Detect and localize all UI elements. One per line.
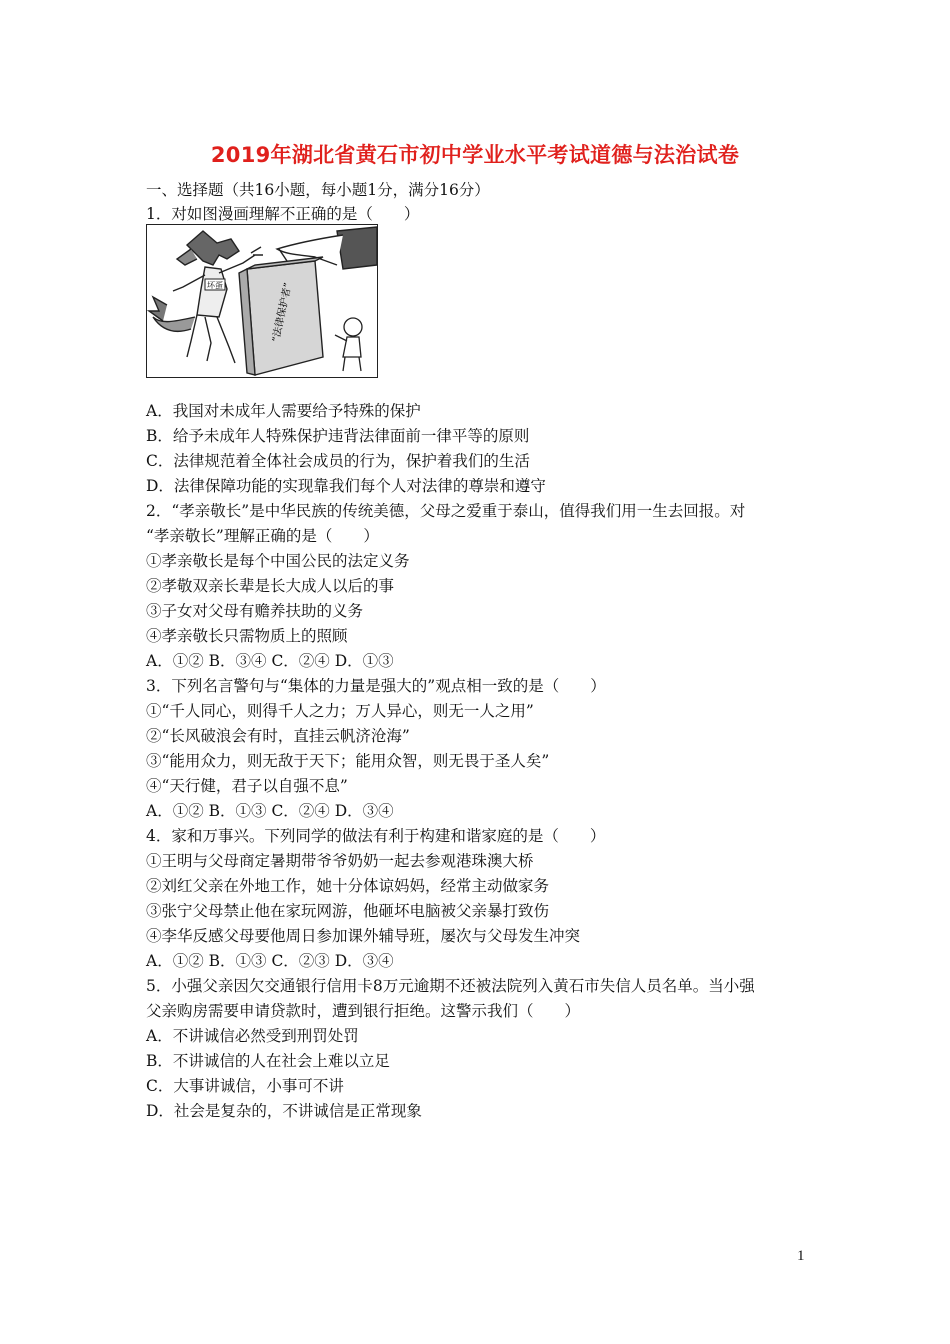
- cartoon-drawing: [147, 225, 377, 377]
- question-5-stem-cont: 父亲购房需要申请贷款时，遭到银行拒绝。这警示我们（ ）: [146, 1002, 581, 1020]
- question-1-stem: 1．对如图漫画理解不正确的是（ ）: [146, 205, 420, 223]
- q4-statement-1: ①王明与父母商定暑期带爷爷奶奶一起去参观港珠澳大桥: [146, 852, 534, 870]
- q5-option-b: B．不讲诚信的人在社会上难以立足: [146, 1052, 390, 1070]
- page-number: 1: [797, 1248, 805, 1264]
- badge-label: 坏蛋: [207, 281, 223, 290]
- q2-statement-3: ③子女对父母有赡养扶助的义务: [146, 602, 364, 620]
- q4-statement-2: ②刘红父亲在外地工作，她十分体谅妈妈，经常主动做家务: [146, 877, 550, 895]
- cartoon-image: [146, 224, 378, 378]
- question-4-stem: 4．家和万事兴。下列同学的做法有利于构建和谐家庭的是（ ）: [146, 827, 606, 845]
- question-2-stem-cont: “孝亲敬长”理解正确的是（ ）: [146, 527, 379, 545]
- q1-option-b: B．给予未成年人特殊保护违背法律面前一律平等的原则: [146, 427, 530, 445]
- q3-options: A．①② B．①③ C．②④ D．③④: [146, 802, 394, 820]
- q5-option-d: D．社会是复杂的，不讲诚信是正常现象: [146, 1102, 422, 1120]
- q4-options: A．①② B．①③ C．②③ D．③④: [146, 952, 394, 970]
- question-5-stem: 5．小强父亲因欠交通银行信用卡8万元逾期不还被法院列入黄石市失信人员名单。当小强: [146, 977, 755, 995]
- child-figure: [335, 318, 362, 371]
- q2-statement-1: ①孝亲敬长是每个中国公民的法定义务: [146, 552, 410, 570]
- q3-statement-1: ①“千人同心，则得千人之力；万人异心，则无一人之用”: [146, 702, 534, 720]
- question-2-stem: 2．“孝亲敬长”是中华民族的传统美德，父母之爱重于泰山，值得我们用一生去回报。对: [146, 502, 746, 520]
- q1-option-a: A．我国对未成年人需要给予特殊的保护: [146, 402, 421, 420]
- q5-option-c: C．大事讲诚信，小事可不讲: [146, 1077, 344, 1095]
- q2-options: A．①② B．③④ C．②④ D．①③: [146, 652, 394, 670]
- q4-statement-3: ③张宁父母禁止他在家玩网游，他砸坏电脑被父亲暴打致伤: [146, 902, 550, 920]
- q3-statement-4: ④“天行健，君子以自强不息”: [146, 777, 348, 795]
- question-3-stem: 3．下列名言警句与“集体的力量是强大的”观点相一致的是（ ）: [146, 677, 606, 695]
- book-label: “法律保护者”: [270, 281, 295, 344]
- q1-option-d: D．法律保障功能的实现靠我们每个人对法律的尊崇和遵守: [146, 477, 546, 495]
- exam-title: 2019年湖北省黄石市初中学业水平考试道德与法治试卷: [210, 143, 740, 167]
- q2-statement-4: ④孝亲敬长只需物质上的照顾: [146, 627, 348, 645]
- q1-option-c: C．法律规范着全体社会成员的行为，保护着我们的生活: [146, 452, 530, 470]
- q3-statement-3: ③“能用众力，则无敌于天下；能用众智，则无畏于圣人矣”: [146, 752, 550, 770]
- section-header: 一、选择题（共16小题，每小题1分，满分16分）: [146, 181, 490, 199]
- q2-statement-2: ②孝敬双亲长辈是长大成人以后的事: [146, 577, 395, 595]
- q4-statement-4: ④李华反感父母要他周日参加课外辅导班，屡次与父母发生冲突: [146, 927, 581, 945]
- q5-option-a: A．不讲诚信必然受到刑罚处罚: [146, 1027, 359, 1045]
- q3-statement-2: ②“长风破浪会有时，直挂云帆济沧海”: [146, 727, 410, 745]
